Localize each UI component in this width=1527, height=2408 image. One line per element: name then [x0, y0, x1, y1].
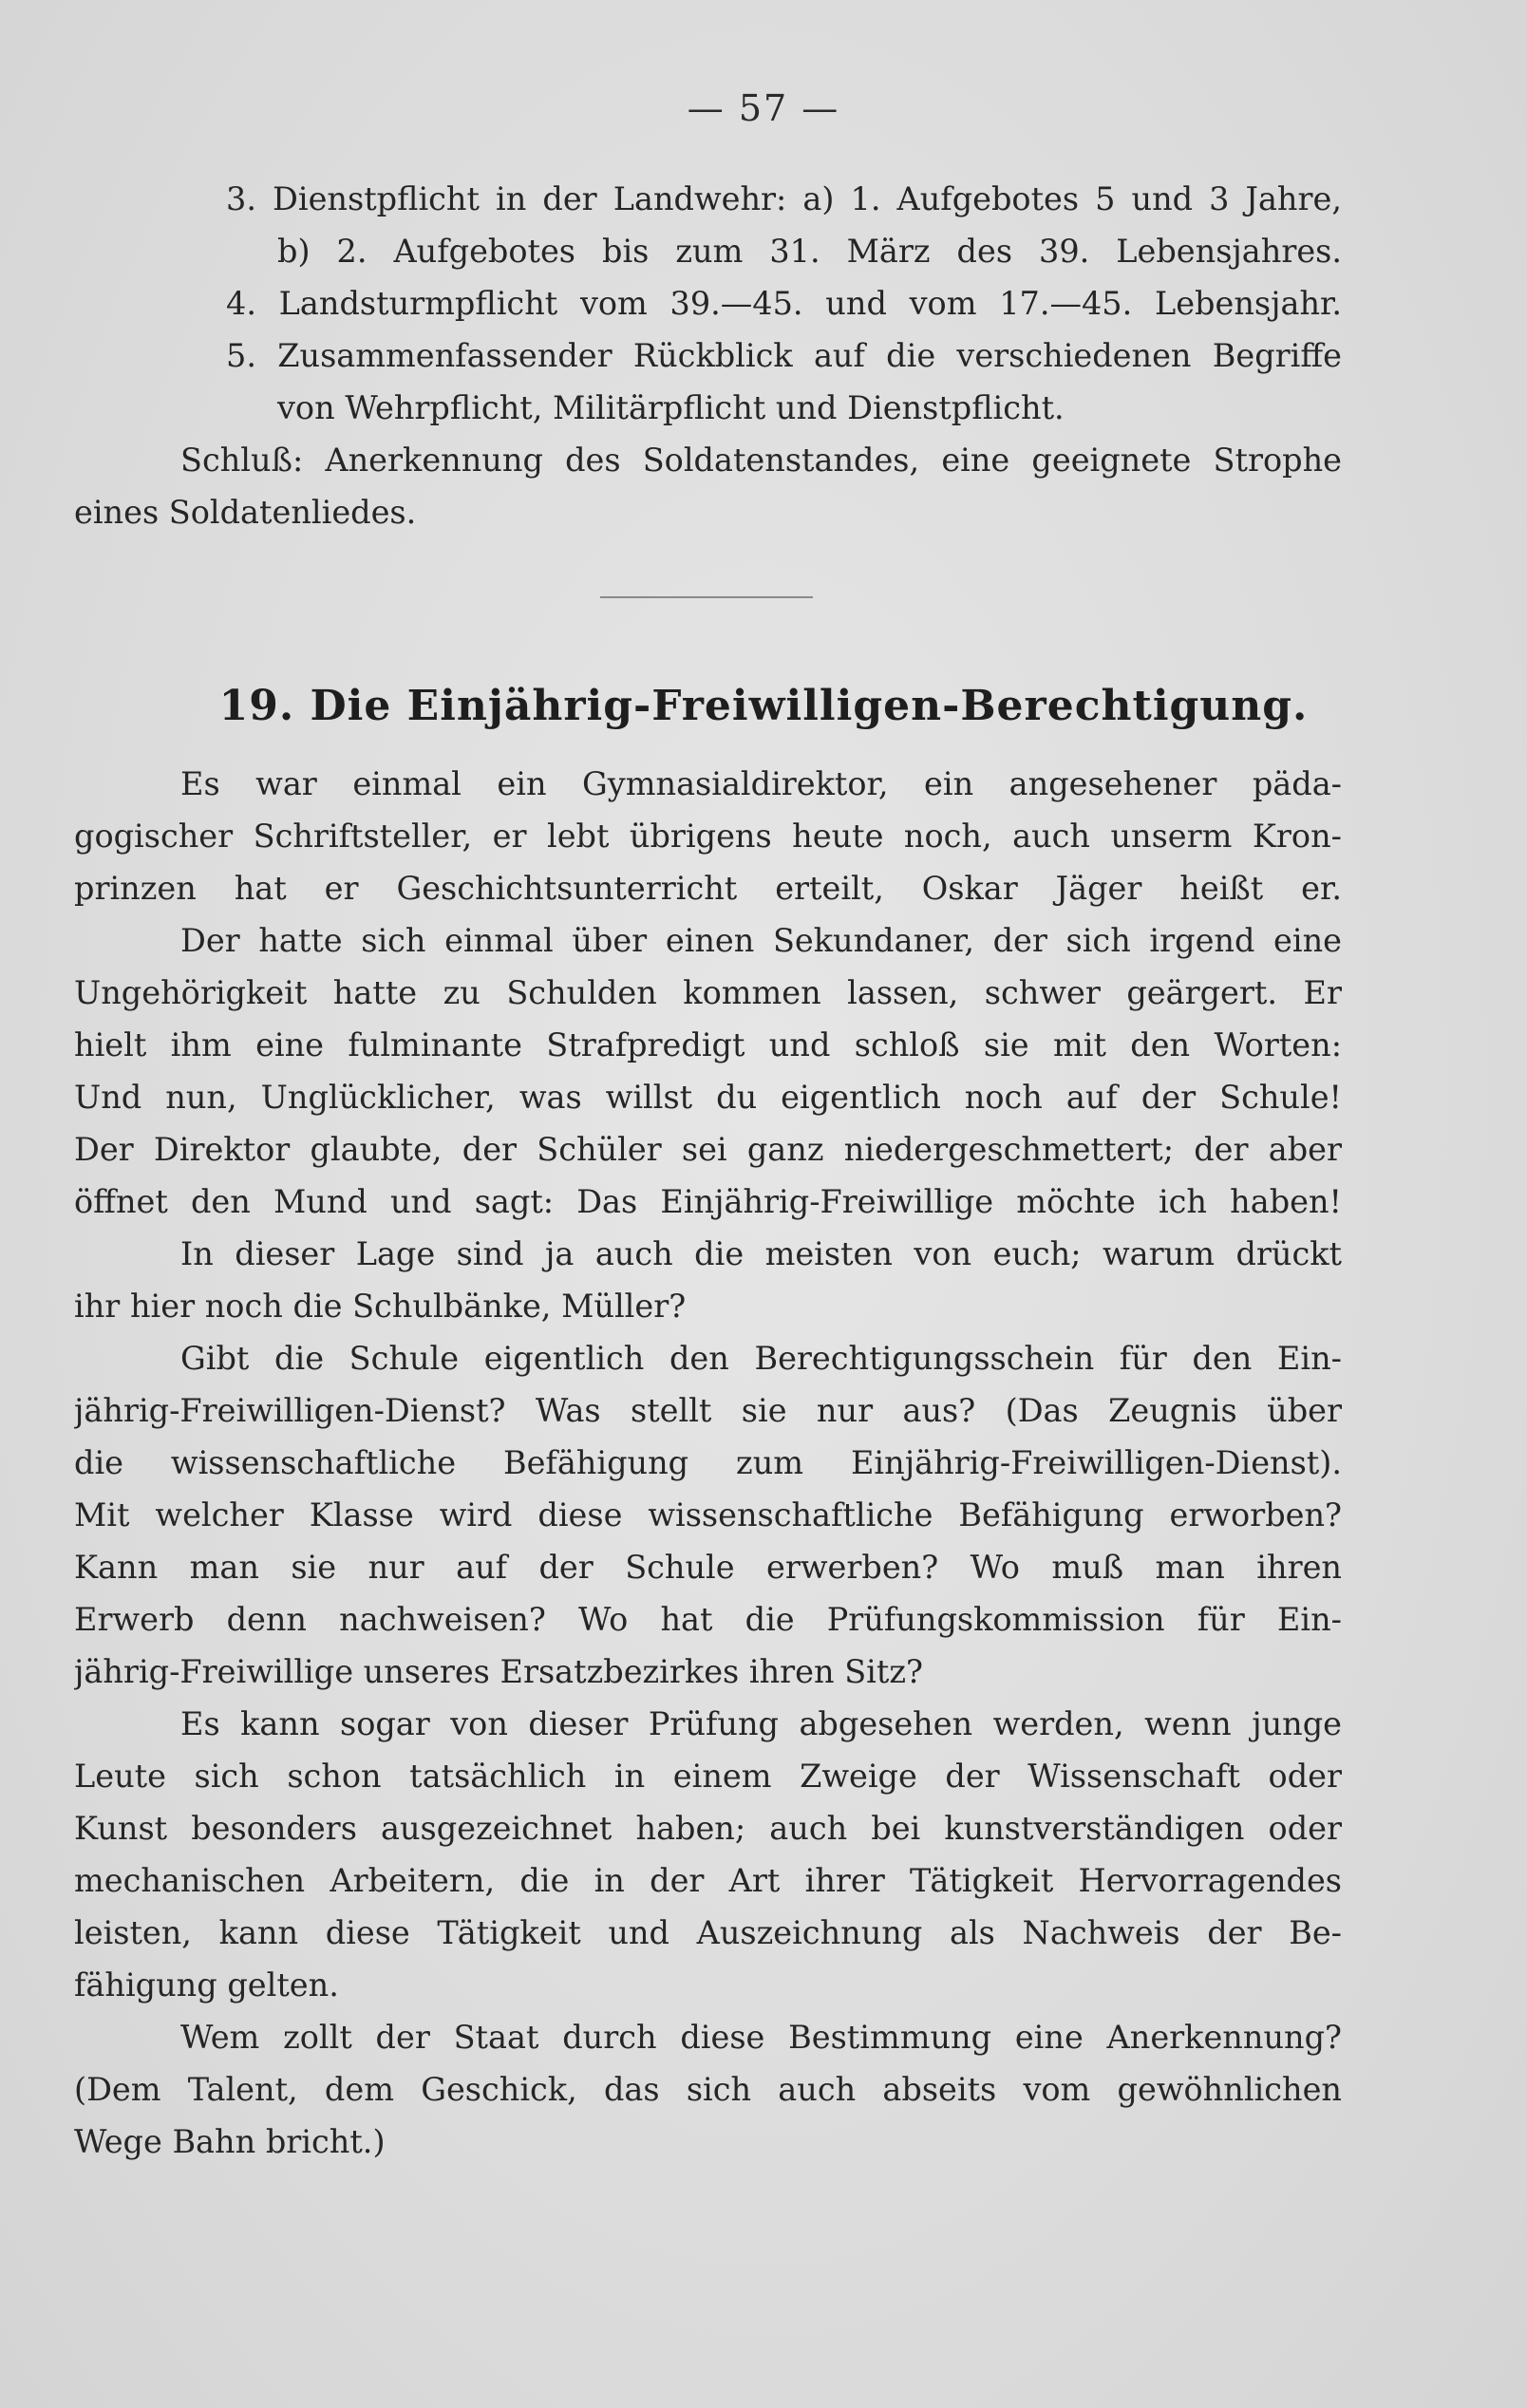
text-line: Mit welcher Klasse wird diese wissenschaftliche Befähigung erworben? — [74, 1496, 1342, 1533]
text-line: prinzen hat er Geschichtsunterricht erteilt, Oskar Jäger heißt er. — [74, 870, 1342, 907]
list-line: b) 2. Aufgebotes bis zum 31. März des 39. Lebensjahres. — [277, 233, 1342, 270]
text-line: mechanischen Arbeitern, die in der Art ihrer Tätigkeit Hervorragendes — [74, 1862, 1342, 1899]
section-heading: 19. Die Einjährig-Freiwilligen-Berechtigung. — [218, 682, 1309, 730]
text-line: öffnet den Mund und sagt: Das Einjährig-Freiwillige möchte ich haben! — [74, 1183, 1342, 1220]
text-line: ihr hier noch die Schulbänke, Müller? — [74, 1288, 687, 1325]
text-line: Kunst besonders ausgezeichnet haben; auch bei kunstverständigen oder — [74, 1810, 1342, 1847]
list-line: Schluß: Anerkennung des Soldatenstandes, eine geeignete Strophe — [180, 442, 1342, 479]
text-line: hielt ihm eine fulminante Strafpredigt und schloß sie mit den Worten: — [74, 1026, 1342, 1063]
text-line: Wem zollt der Staat durch diese Bestimmung eine Anerkennung? — [180, 2019, 1342, 2056]
text-line: Der hatte sich einmal über einen Sekundaner, der sich irgend eine — [180, 922, 1342, 959]
text-line: Leute sich schon tatsächlich in einem Zweige der Wissenschaft oder — [74, 1758, 1342, 1795]
text-line: fähigung gelten. — [74, 1966, 339, 2004]
text-line: Es kann sogar von dieser Prüfung abgesehen werden, wenn junge — [180, 1705, 1342, 1742]
text-line: Gibt die Schule eigentlich den Berechtigungsschein für den Ein- — [180, 1340, 1342, 1377]
section-divider — [600, 596, 813, 598]
text-line: Erwerb denn nachweisen? Wo hat die Prüfungskommission für Ein- — [74, 1601, 1342, 1638]
list-line: eines Soldatenliedes. — [74, 494, 417, 531]
list-line: von Wehrpflicht, Militärpflicht und Dienstpflicht. — [277, 389, 1065, 426]
text-line: die wissenschaftliche Befähigung zum Einjährig-Freiwilligen-Dienst). — [74, 1444, 1342, 1481]
text-line: jährig-Freiwilligen-Dienst? Was stellt sie nur aus? (Das Zeugnis über — [74, 1392, 1342, 1429]
text-line: Kann man sie nur auf der Schule erwerben? Wo muß man ihren — [74, 1549, 1342, 1586]
section-body-text — [74, 758, 1342, 2168]
text-line: Es war einmal ein Gymnasialdirektor, ein angesehener päda- — [180, 765, 1342, 802]
text-line: leisten, kann diese Tätigkeit und Auszeichnung als Nachweis der Be- — [74, 1914, 1342, 1951]
text-line: jährig-Freiwillige unseres Ersatzbezirkes ihren Sitz? — [74, 1653, 923, 1690]
list-line: 3. Dienstpflicht in der Landwehr: a) 1. Aufgebotes 5 und 3 Jahre, — [226, 180, 1342, 217]
text-line: gogischer Schriftsteller, er lebt übrigens heute noch, auch unserm Kron- — [74, 818, 1342, 855]
text-line: Wege Bahn bricht.) — [74, 2123, 386, 2160]
text-line: (Dem Talent, dem Geschick, das sich auch abseits vom gewöhnlichen — [74, 2071, 1342, 2108]
text-line: Der Direktor glaubte, der Schüler sei ganz niedergeschmettert; der aber — [74, 1131, 1342, 1168]
text-line: Ungehörigkeit hatte zu Schulden kommen lassen, schwer geärgert. Er — [74, 974, 1342, 1011]
list-line: 4. Landsturmpflicht vom 39.—45. und vom 17.—45. Lebensjahr. — [226, 285, 1342, 322]
page-number: — 57 — — [687, 87, 840, 129]
text-line: Und nun, Unglücklicher, was willst du eigentlich noch auf der Schule! — [74, 1079, 1342, 1116]
list-line: 5. Zusammenfassender Rückblick auf die verschiedenen Begriffe — [226, 337, 1342, 374]
text-line: In dieser Lage sind ja auch die meisten von euch; warum drückt — [180, 1235, 1342, 1272]
syllabus-list — [74, 173, 1342, 538]
